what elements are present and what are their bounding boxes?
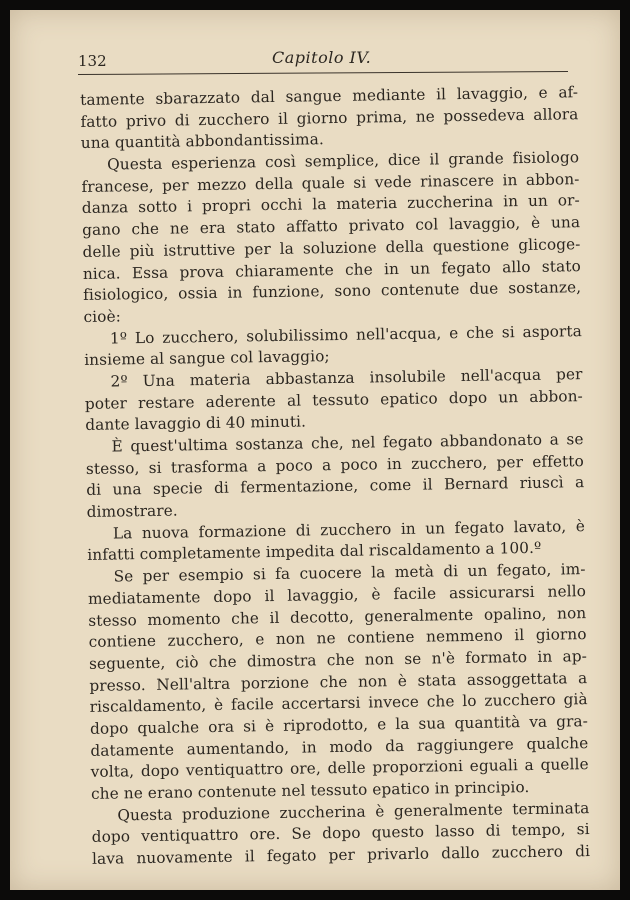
- chapter-title: Capitolo IV.: [272, 48, 372, 67]
- text-line: dante lavaggio di 40 minuti.: [85, 412, 307, 435]
- text-line: di una specie di fermentazione, come il Bernard riuscì a: [86, 473, 585, 500]
- text-line: insieme al sangue col lavaggio;: [84, 347, 330, 370]
- header-rule: [78, 71, 568, 75]
- text-line: cioè:: [83, 307, 122, 326]
- text-line: La nuova formazione di zucchero in un fegato lavato, è: [112, 516, 586, 543]
- text-line: 2º Una materia abbastanza insolubile nell'acqua per: [110, 365, 583, 391]
- book-page: [10, 10, 620, 890]
- text-line: Questa esperienza così semplice, dice il grande fisiologo: [107, 148, 580, 174]
- text-line: fisiologico, ossia in funzione, sono contenute due sostanze,: [83, 278, 582, 305]
- text-line: volta, dopo ventiquattro ore, delle proporzioni eguali a quelle: [90, 755, 589, 782]
- text-line: datamente aumentando, in modo da raggiungere qualche: [90, 733, 589, 760]
- text-line: 1º Lo zucchero, solubilissimo nell'acqua, e che si asporta: [109, 321, 582, 348]
- text-line: che ne erano contenute nel tessuto epatico in principio.: [90, 778, 530, 803]
- text-line: fatto privo di zucchero il giorno prima, ne possedeva allora: [80, 104, 579, 131]
- text-line: nica. Essa prova chiaramente che in un fegato allo stato: [82, 256, 581, 283]
- page-header: [78, 46, 580, 74]
- text-line: gano che ne era stato affatto privato col lavaggio, è una: [82, 213, 581, 240]
- text-line: stesso, si trasforma a poco a poco in zucchero, per effetto: [85, 451, 585, 478]
- text-line: infatti completamente impedita dal riscaldamento a 100.º: [87, 539, 542, 565]
- text-line: riscaldamento, è facile accertarsi invece che lo zucchero già: [89, 690, 588, 717]
- text-line: contiene zucchero, e non ne contiene nemmeno il giorno: [88, 625, 587, 652]
- text-line: presso. Nell'altra porzione che non è stata assoggettata a: [89, 668, 588, 695]
- text-line: stesso momento che il decotto, generalmente opalino, non: [88, 603, 587, 630]
- text-line: una quantità abbondantissima.: [80, 130, 324, 153]
- text-line: Se per esempio si fa cuocere la metà di un fegato, im-: [113, 560, 586, 586]
- body-text: [80, 82, 590, 870]
- text-line: seguente, ciò che dimostra che non se n'è formato in ap-: [88, 646, 588, 673]
- text-line: dopo qualche ora si è riprodotto, e la sua quantità va gra-: [89, 712, 589, 738]
- text-line: danza sotto i propri occhi la materia zuccherina in un or-: [81, 191, 580, 218]
- page-number: 132: [78, 52, 107, 70]
- text-line: tamente sbarazzato dal sangue mediante il lavaggio, e af-: [80, 83, 579, 109]
- text-line: dopo ventiquattro ore. Se dopo questo lasso di tempo, si: [91, 820, 590, 847]
- text-line: francese, per mezzo della quale si vede rinascere in abbon-: [81, 169, 580, 196]
- text-line: È quest'ultima sostanza che, nel fegato abbandonato a se: [111, 430, 584, 456]
- text-line: poter restare aderente al tessuto epatico dopo un abbon-: [84, 386, 584, 413]
- text-line: delle più istruttive per la soluzione della questione glicoge-: [82, 234, 581, 261]
- text-line: dimostrare.: [86, 501, 178, 522]
- text-line: Questa produzione zuccherina è generalmente terminata: [117, 798, 590, 825]
- text-line: lava nuovamente il fegato per privarlo dallo zucchero di: [91, 842, 591, 868]
- text-line: mediatamente dopo il lavaggio, è facile assicurarsi nello: [87, 581, 587, 608]
